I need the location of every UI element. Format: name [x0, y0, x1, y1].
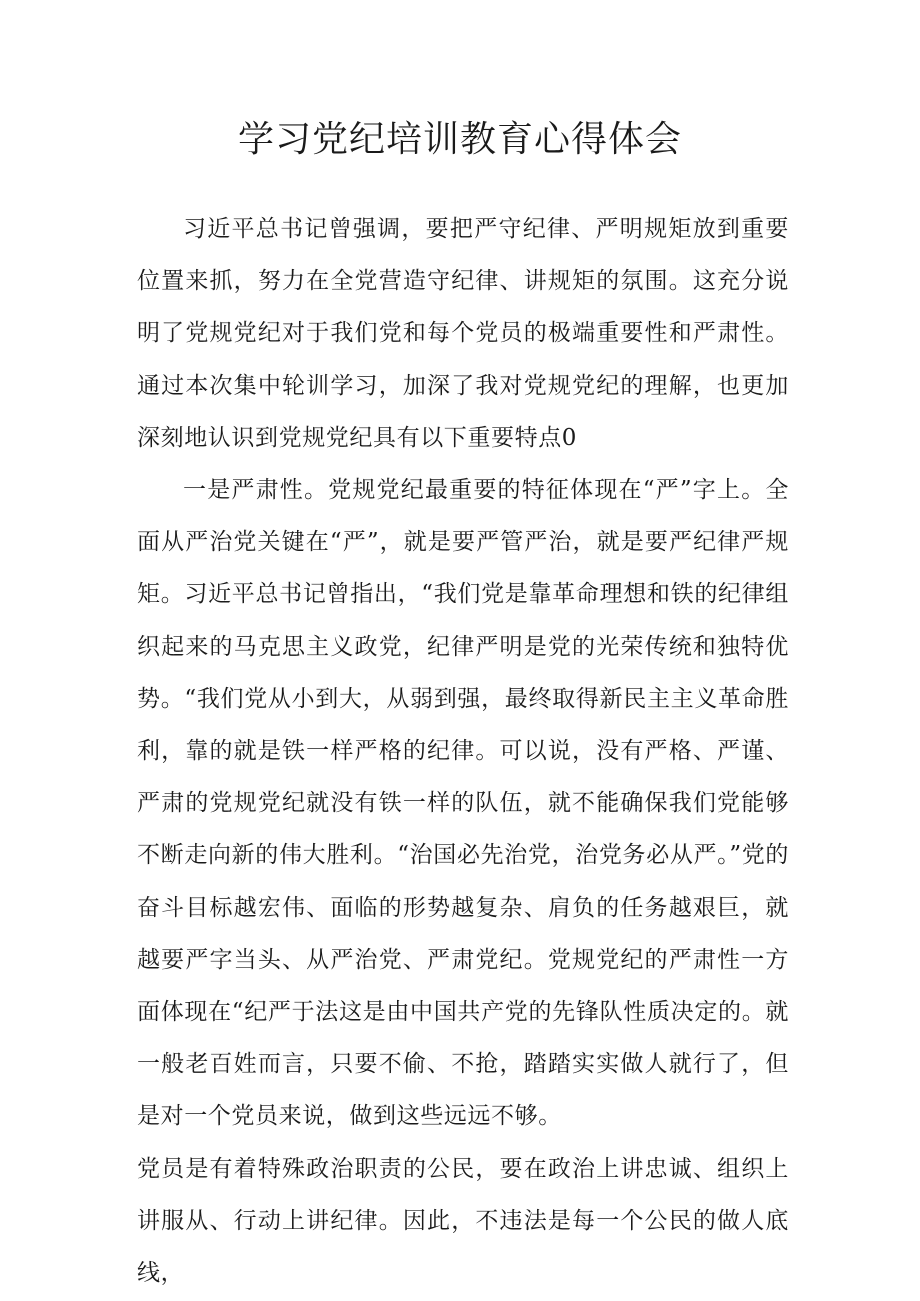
document-title: 学习党纪培训教育心得体会: [237, 119, 682, 160]
paragraph-intro: 习近平总书记曾强调，要把严守纪律、严明规矩放到重要位置来抓，努力在全党营造守纪律、讲规矩的氛围。这充分说明了党规党纪对于我们党和每个党员的极端重要性和严肃性。通过本次集中轮训学习，加深了我对党规党纪的理解，也更加深刻地认识到党规党纪具有以下重要特点0: [137, 216, 789, 451]
paragraph-seriousness: 一是严肃性。党规党纪最重要的特征体现在“严”字上。全面从严治党关键在“严”，就是要严管严治，就是要严纪律严规矩。习近平总书记曾指出，“我们党是靠革命理想和铁的纪律组织起来的马克思主义政党，纪律严明是党的光荣传统和独特优势。“我们党从小到大，从弱到强，最终取得新民主主义革命胜利，靠的就是铁一样严格的纪律。可以说，没有严格、严谨、严肃的党规党纪就没有铁一样的队伍，就不能确保我们党能够不断走向新的伟大胜利。“治国必先治党，治党务必从严。”党的奋斗目标越宏伟、面临的形势越复杂、肩负的任务越艰巨，就越要严字当头、从严治党、严肃党纪。党规党纪的严肃性一方面体现在“纪严于法这是由中国共产党的先锋队性质决定的。就一般老百姓而言，只要不偷、不抢，踏踏实实做人就行了，但是对一个党员来说，做到这些远远不够。: [137, 477, 789, 1130]
paragraph-party-member: 党员是有着特殊政治职责的公民，要在政治上讲忠诚、组织上讲服从、行动上讲纪律。因此，不违法是每一个公民的做人底线，: [137, 1155, 789, 1287]
document-body: [137, 203, 789, 1299]
